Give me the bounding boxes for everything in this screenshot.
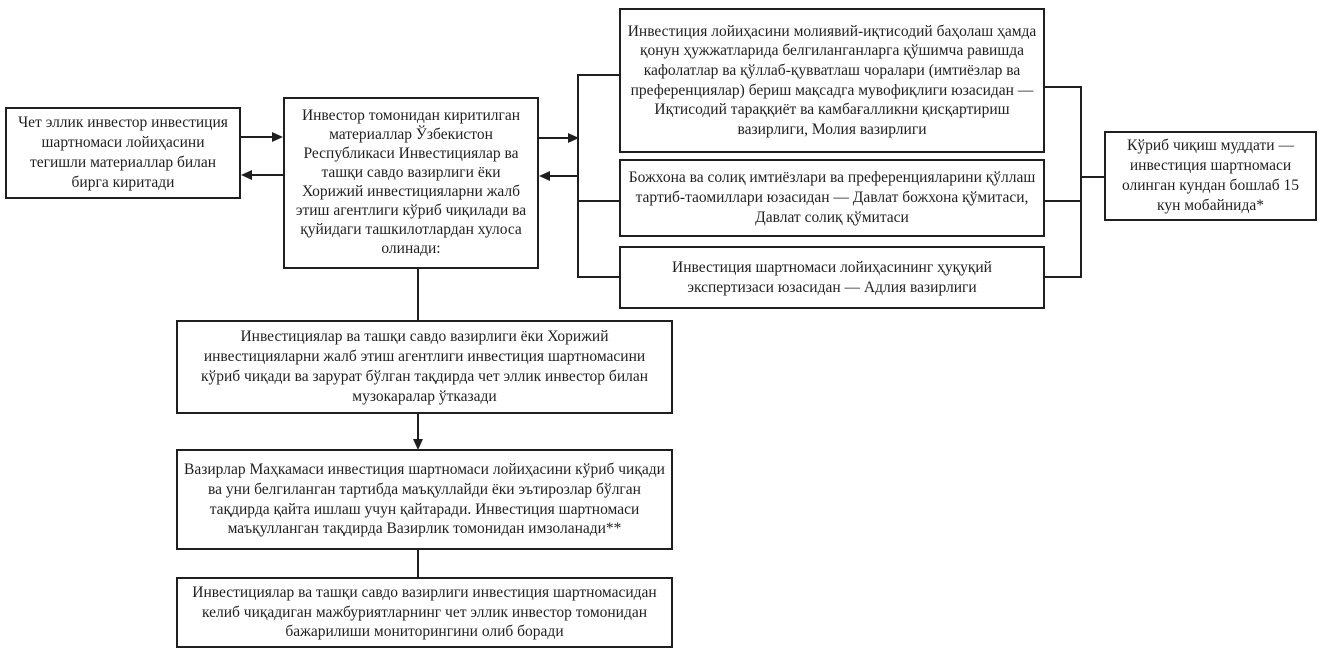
flow-box-customs-tax-text: Божхона ва солиқ имтиёзлари ва преференцияларини қўллаш тартиб-таомиллари юзасидан — Давлат божхона қўмитаси, Давлат солиқ қўмитаси <box>628 169 1036 226</box>
connector-cabinet-to-monitoring-line <box>417 550 419 577</box>
connector-agencies-to-ministry-line <box>549 175 579 177</box>
bracket-left-stub-legal <box>577 276 619 278</box>
bracket-right-stub-legal <box>1045 276 1082 278</box>
bracket-left-stub-economic <box>577 74 619 76</box>
connector-bracket-to-deadline-line <box>1082 176 1104 178</box>
bracket-right-trunk <box>1080 86 1082 278</box>
flow-box-legal-expertise <box>619 246 1045 309</box>
flow-box-cabinet-approval-text: Вазирлар Маҳкамаси инвестиция шартномаси лойиҳасини кўриб чиқади ва уни белгиланган тартибда маъқуллайди ёки эътирозлар бўлган тақдирда қайта ишлаш учун қайтаради. Инвестиция шартномаси маъқулланган тақдирда Вазирлик томонидан имзоланади** <box>184 460 665 538</box>
flow-box-economic-assessment <box>619 8 1045 153</box>
flow-box-ministry-review-text: Инвестор томонидан киритилган материаллар Ўзбекистон Республикаси Инвестициялар ва ташқи савдо вазирлиги ёки Хорижий инвестицияларни жалб этиш агентлиги кўриб чиқилади ва қуйидаги ташкилотлардан хулоса олинади: <box>295 107 527 257</box>
connector-ministry-to-negotiations-line <box>417 269 419 320</box>
flow-box-negotiations <box>176 320 673 414</box>
flow-box-investor-submission-text: Чет эллик инвестор инвестиция шартномаси лойиҳасини тегишли материаллар билан бирга киритади <box>18 114 228 191</box>
connector-ministry-to-agencies-line <box>539 137 569 139</box>
flow-box-customs-tax <box>619 159 1045 237</box>
flow-box-legal-expertise-text: Инвестиция шартномаси лойиҳасининг ҳуқуқий экспертизаси юзасидан — Адлия вазирлиги <box>672 258 992 296</box>
flow-box-ministry-review <box>283 97 539 269</box>
flow-box-negotiations-text: Инвестициялар ва ташқи савдо вазирлиги ёки Хорижий инвестицияларни жалб этиш агентлиги инвестиция шартномасини кўриб чиқади ва зарурат бўлган тақдирда чет эллик инвестор билан музокаралар ўтказади <box>200 328 649 405</box>
connector-investor-to-ministry-line <box>241 136 274 138</box>
flow-box-monitoring <box>176 577 673 648</box>
bracket-left-stub-customs <box>577 200 619 202</box>
arrowhead-right-icon <box>272 132 283 142</box>
flow-box-cabinet-approval <box>176 449 673 550</box>
bracket-right-stub-customs <box>1045 200 1082 202</box>
connector-ministry-to-investor-line <box>251 174 283 176</box>
flow-box-monitoring-text: Инвестициялар ва ташқи савдо вазирлиги инвестиция шартномасидан келиб чиқадиган мажбуриятларнинг чет эллик инвестор томонидан бажарилиши мониторингини олиб боради <box>192 583 657 641</box>
flow-box-investor-submission <box>5 107 241 199</box>
flow-box-review-deadline <box>1104 131 1317 221</box>
flow-box-review-deadline-text: Кўриб чиқиш муддати — инвестиция шартномаси олинган кундан бошлаб 15 кун мобайнида* <box>1121 137 1300 214</box>
connector-negotiations-to-cabinet-line <box>417 414 419 440</box>
arrowhead-left-icon <box>539 171 550 181</box>
bracket-left-trunk <box>577 74 579 278</box>
flow-box-economic-assessment-text: Инвестиция лойиҳасини молиявий-иқтисодий баҳолаш ҳамда қонун ҳужжатларида белгиланганларга қўшимча равишда кафолатлар ва қўллаб-қувватлаш чоралари (имтиёзлар ва преференциялар) бериш мақсадга мувофиқлиги юзасидан — Иқтисодий тараққиёт ва камбағалликни қисқартириш вазирлиги, Молия вазирлиги <box>627 22 1037 138</box>
arrowhead-down-icon <box>413 439 423 450</box>
arrowhead-left-icon <box>241 170 252 180</box>
bracket-right-stub-economic <box>1045 86 1082 88</box>
